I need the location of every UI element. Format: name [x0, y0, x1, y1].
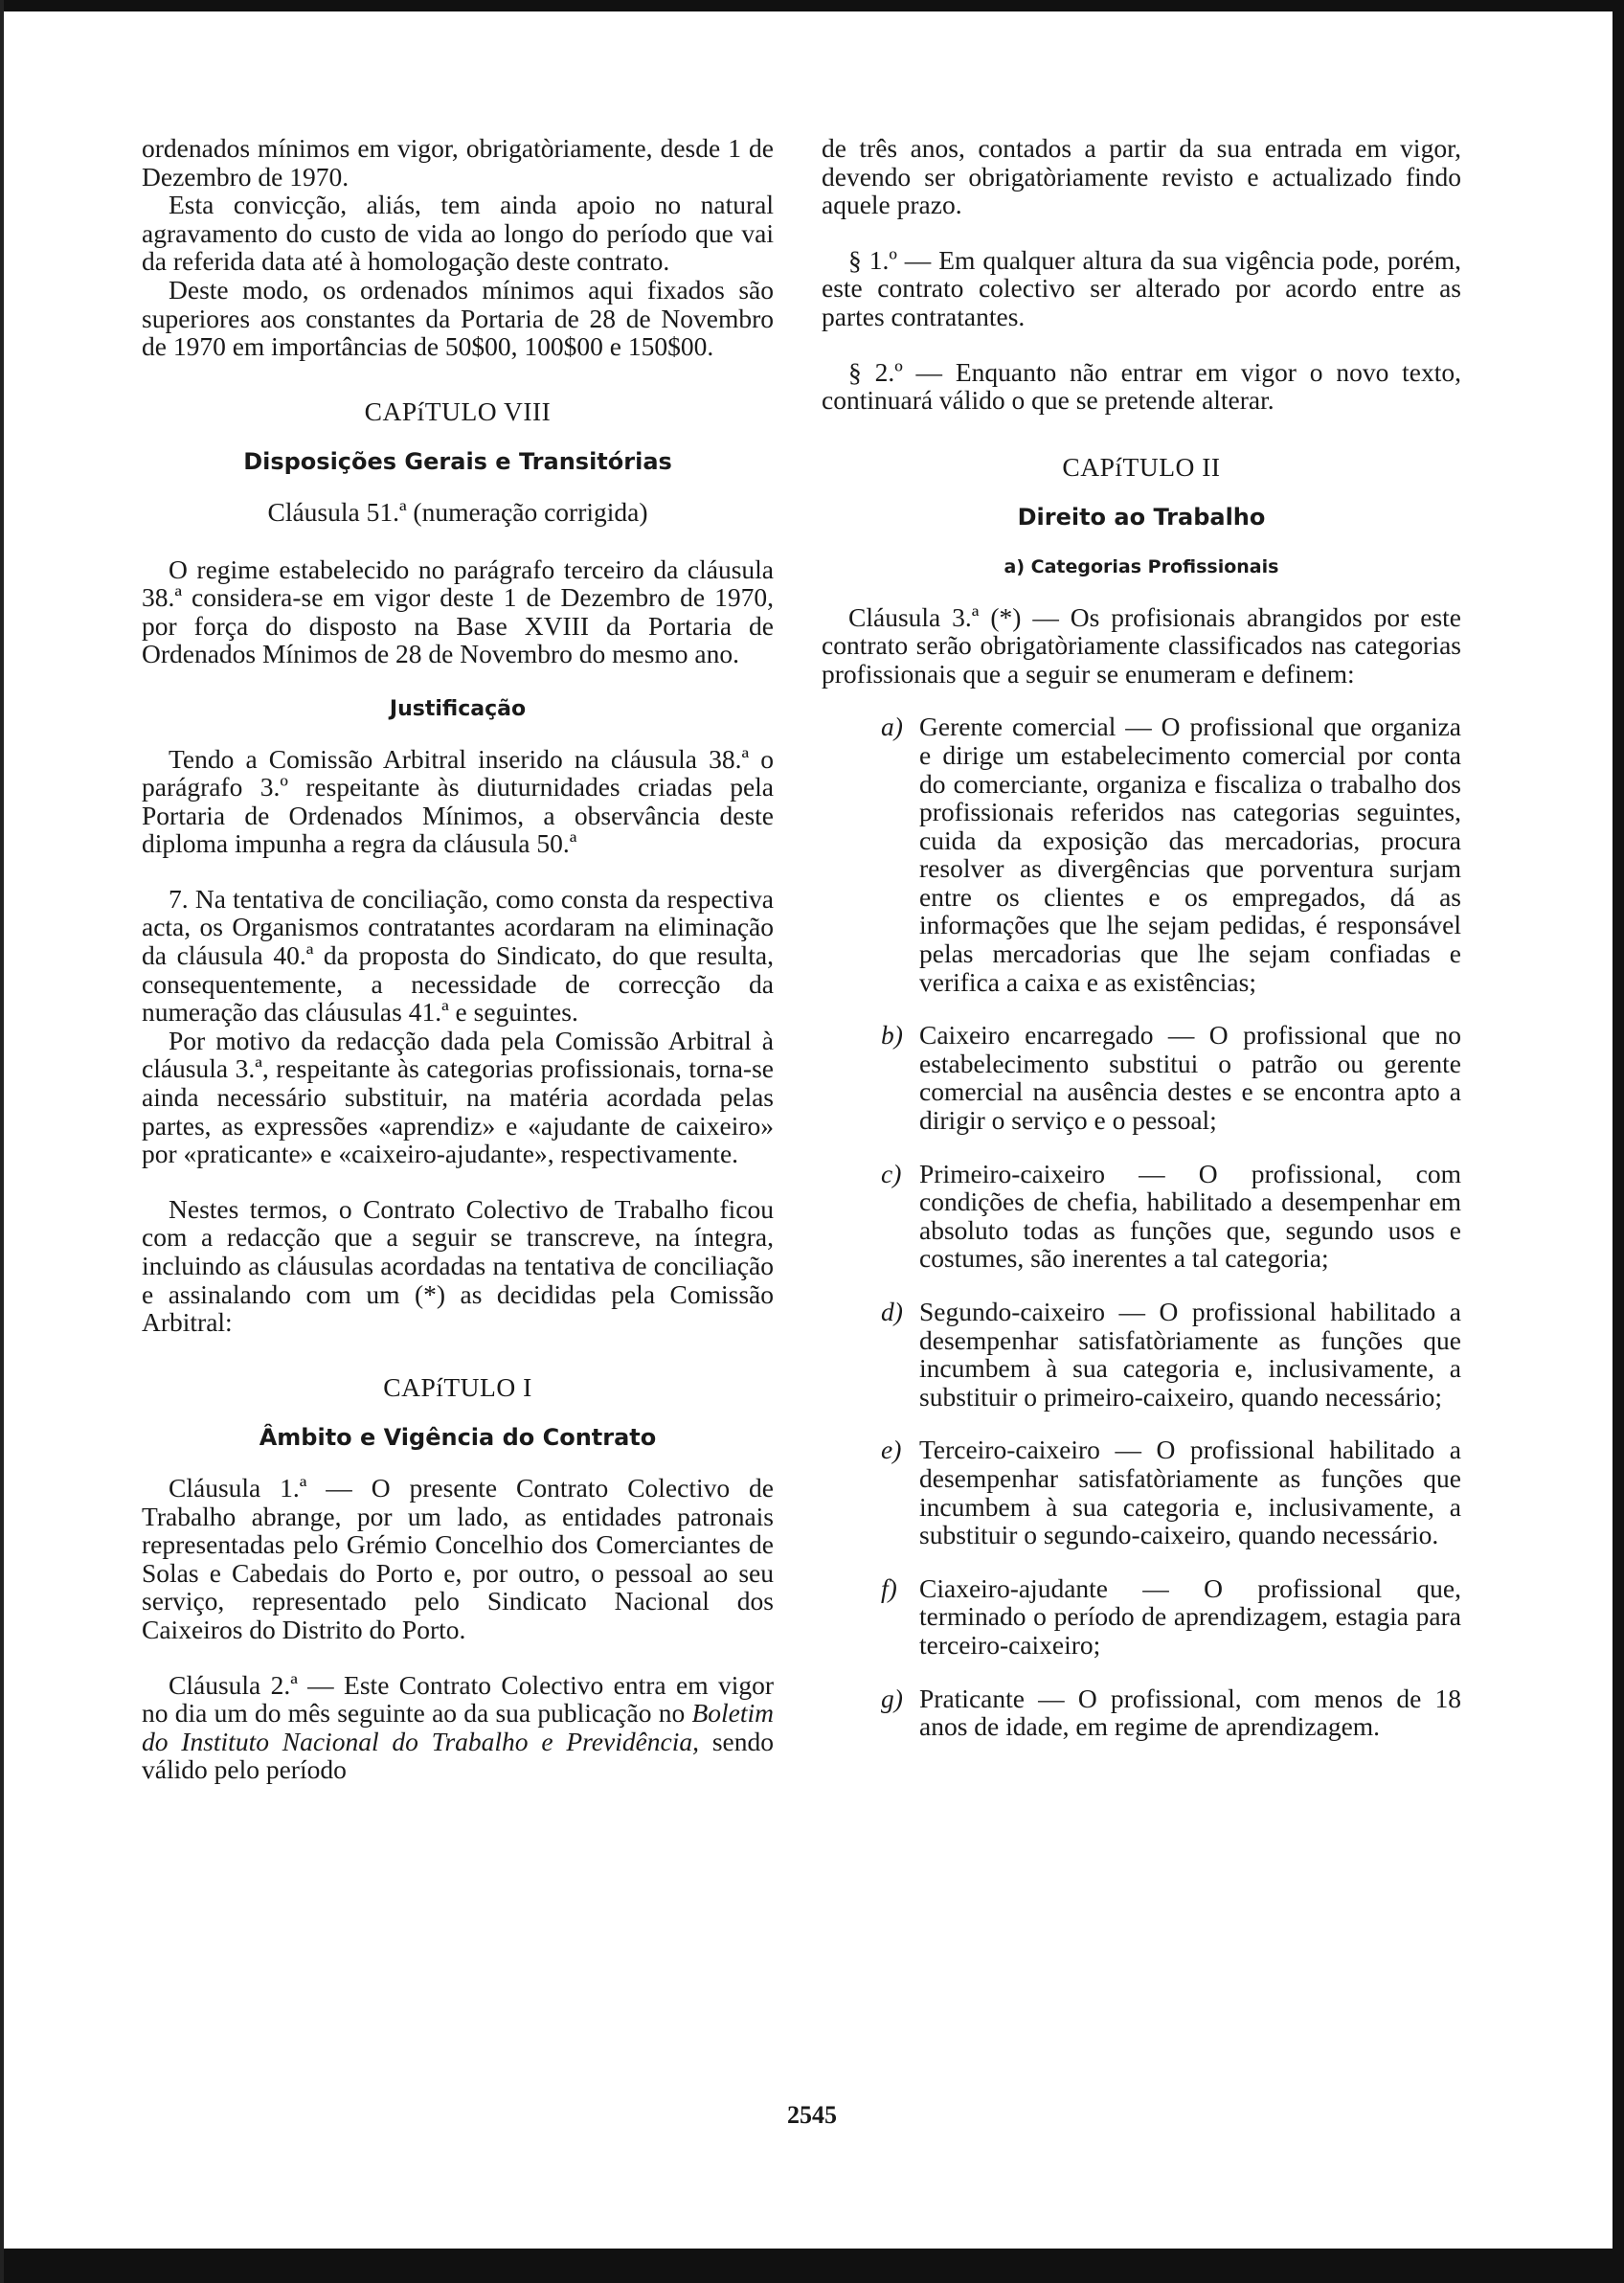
clause-2-text-end: sendo válido pelo período	[142, 1726, 774, 1785]
item-text: Gerente comercial — O profissional que organiza e dirige um estabelecimento comercial por conta do comerciante, organiza e fiscaliza o trabalho dos profissionais referidos nas categorias seguintes, cuida da exposição das mercadorias, procura resolver as divergências que porventura surjam entre os clientes e os empregados, dá as informações que lhe sejam pedidas, é responsável pelas mercadorias que lhe sejam confiadas e verifica a caixa e as existências;	[919, 712, 1461, 997]
chapter-i-subheading: Âmbito e Vigência do Contrato	[259, 1424, 657, 1452]
item-label: e)	[881, 1435, 902, 1465]
paragraph: Deste modo, os ordenados mínimos aqui fixados são superiores aos constantes da Portaria de 28 de Novembro de 1970 em importâncias de 50$00, 100$00 e 150$00.	[142, 274, 774, 362]
item-text: Caixeiro encarregado — O profissional que no estabelecimento substitui o patrão ou gerente comercial na ausência destes e se encontra apto a dirigir o serviço e o pessoal;	[919, 1020, 1461, 1136]
item-text: Primeiro-caixeiro — O profissional, com condições de chefia, habilitado a desempenhar em absoluto todas as funções que, segundo usos e costumes, são inerentes a tal categoria;	[919, 1158, 1461, 1274]
category-item	[881, 1435, 1461, 1548]
clause-2-paragraph	[142, 1671, 774, 1784]
clause-3-paragraph: Cláusula 3.ª (*) — Os profisionais abrangidos por este contrato serão obrigatòriamente classificados nas categorias profissionais que a seguir se enumeram e definem:	[822, 601, 1461, 689]
section-a-heading: a) Categorias Profissionais	[1004, 555, 1279, 577]
paragraph: Tendo a Comissão Arbitral inserido na cláusula 38.ª o parágrafo 3.º respeitante às diuturnidades criadas pela Portaria de Ordenados Mínimos, a observância deste diploma impunha a regra da cláusula 50.ª	[142, 743, 774, 859]
item-label: b)	[881, 1020, 903, 1051]
paragraph: § 2.º — Enquanto não entrar em vigor o novo texto, continuará válido o que se pretende alterar.	[822, 356, 1461, 416]
clause-2-text-start: Cláusula 2.ª — Este Contrato Colectivo entra em vigor no dia um do mês seguinte ao da sua publicação no	[142, 1669, 774, 1729]
scan-border-bottom	[0, 2249, 1624, 2283]
scan-border-top	[0, 0, 1624, 11]
item-label: d)	[881, 1297, 903, 1326]
paragraph: Esta convicção, aliás, tem ainda apoio no natural agravamento do custo de vida ao longo do período que vai da referida data até à homologação deste contrato.	[142, 190, 774, 277]
chapter-viii-heading: CAPíTULO VIII	[364, 396, 552, 426]
category-item	[881, 712, 1461, 996]
item-text: Terceiro-caixeiro — O profissional habilitado a desempenhar satisfatòriamente as funções que incumbem à sua categoria e, inclusivamente, a substituir o segundo-caixeiro, quando necessário.	[919, 1435, 1461, 1550]
item-label: f)	[881, 1572, 897, 1603]
paragraph: Por motivo da redacção dada pela Comissão Arbitral à cláusula 3.ª, respeitante às categorias profissionais, torna-se ainda necessário substituir, na matéria acordada pelas partes, as expressões «aprendiz» e «ajudante de caixeiro» por «praticante» e «caixeiro-ajudante», respectivamente.	[142, 1025, 774, 1169]
item-text: Praticante — O profissional, com menos de 18 anos de idade, em regime de aprendizagem.	[919, 1683, 1461, 1742]
scan-border-right	[1613, 0, 1624, 2283]
boletim-title: Boletim do Instituto Nacional do Trabalho e Previdência,	[142, 1698, 775, 1756]
left-column	[142, 134, 774, 1784]
paragraph: de três anos, contados a partir da sua entrada em vigor, devendo ser obrigatòriamente revisto e actualizado findo aquele prazo.	[822, 133, 1461, 220]
paragraph: 7. Na tentativa de conciliação, como consta da respectiva acta, os Organismos contratantes acordaram na eliminação da cláusula 40.ª da proposta do Sindicato, do que resulta, consequentemente, a necessidade de correcção da numeração das cláusulas 41.ª e seguintes.	[142, 883, 774, 1028]
right-column	[822, 134, 1461, 1741]
category-item	[881, 1160, 1461, 1273]
category-item	[881, 1574, 1461, 1660]
item-label: a)	[881, 712, 903, 742]
paragraph: Nestes termos, o Contrato Colectivo de Trabalho ficou com a redacção que a seguir se transcreve, na íntegra, incluindo as cláusulas acordadas na tentativa de conciliação e assinalando com um (*) as decididas pela Comissão Arbitral:	[142, 1193, 774, 1338]
category-item	[881, 1298, 1461, 1411]
justificacao-heading: Justificação	[389, 696, 527, 721]
clause-1-paragraph: Cláusula 1.ª — O presente Contrato Colectivo de Trabalho abrange, por um lado, as entidades patronais representadas pelo Grémio Concelhio dos Comerciantes de Solas e Cabedais do Porto e, por outro, o pessoal ao seu serviço, representado pelo Sindicato Nacional dos Caixeiros do Distrito do Porto.	[142, 1472, 774, 1644]
chapter-i-heading: CAPíTULO I	[383, 1371, 532, 1402]
chapter-ii-subheading: Direito ao Trabalho	[1017, 504, 1266, 531]
item-text: Ciaxeiro-ajudante — O profissional que, terminado o período de aprendizagem, estagia para terceiro-caixeiro;	[919, 1572, 1461, 1660]
scan-border-left	[0, 0, 4, 2283]
page-number: 2545	[787, 2101, 837, 2129]
item-text: Segundo-caixeiro — O profissional habilitado a desempenhar satisfatòriamente as funções que incumbem à sua categoria e, inclusivamente, a substituir o primeiro-caixeiro, quando necessário;	[919, 1297, 1461, 1412]
paragraph: O regime estabelecido no parágrafo terceiro da cláusula 38.ª considera-se em vigor deste 1 de Dezembro de 1970, por força do disposto na Base XVIII da Portaria de Ordenados Mínimos de 28 de Novembro do mesmo ano.	[142, 554, 774, 669]
chapter-viii-subheading: Disposições Gerais e Transitórias	[243, 448, 672, 476]
category-item	[881, 1021, 1461, 1134]
item-label: c)	[881, 1158, 902, 1188]
item-label: g)	[881, 1683, 903, 1713]
category-item	[881, 1684, 1461, 1741]
paragraph: § 1.º — Em qualquer altura da sua vigência pode, porém, este contrato colectivo ser alterado por acordo entre as partes contratantes.	[822, 244, 1461, 331]
clause-51-title: Cláusula 51.ª (numeração corrigida)	[267, 496, 648, 527]
chapter-ii-heading: CAPíTULO II	[1062, 451, 1221, 482]
paragraph: ordenados mínimos em vigor, obrigatòriamente, desde 1 de Dezembro de 1970.	[142, 133, 774, 192]
